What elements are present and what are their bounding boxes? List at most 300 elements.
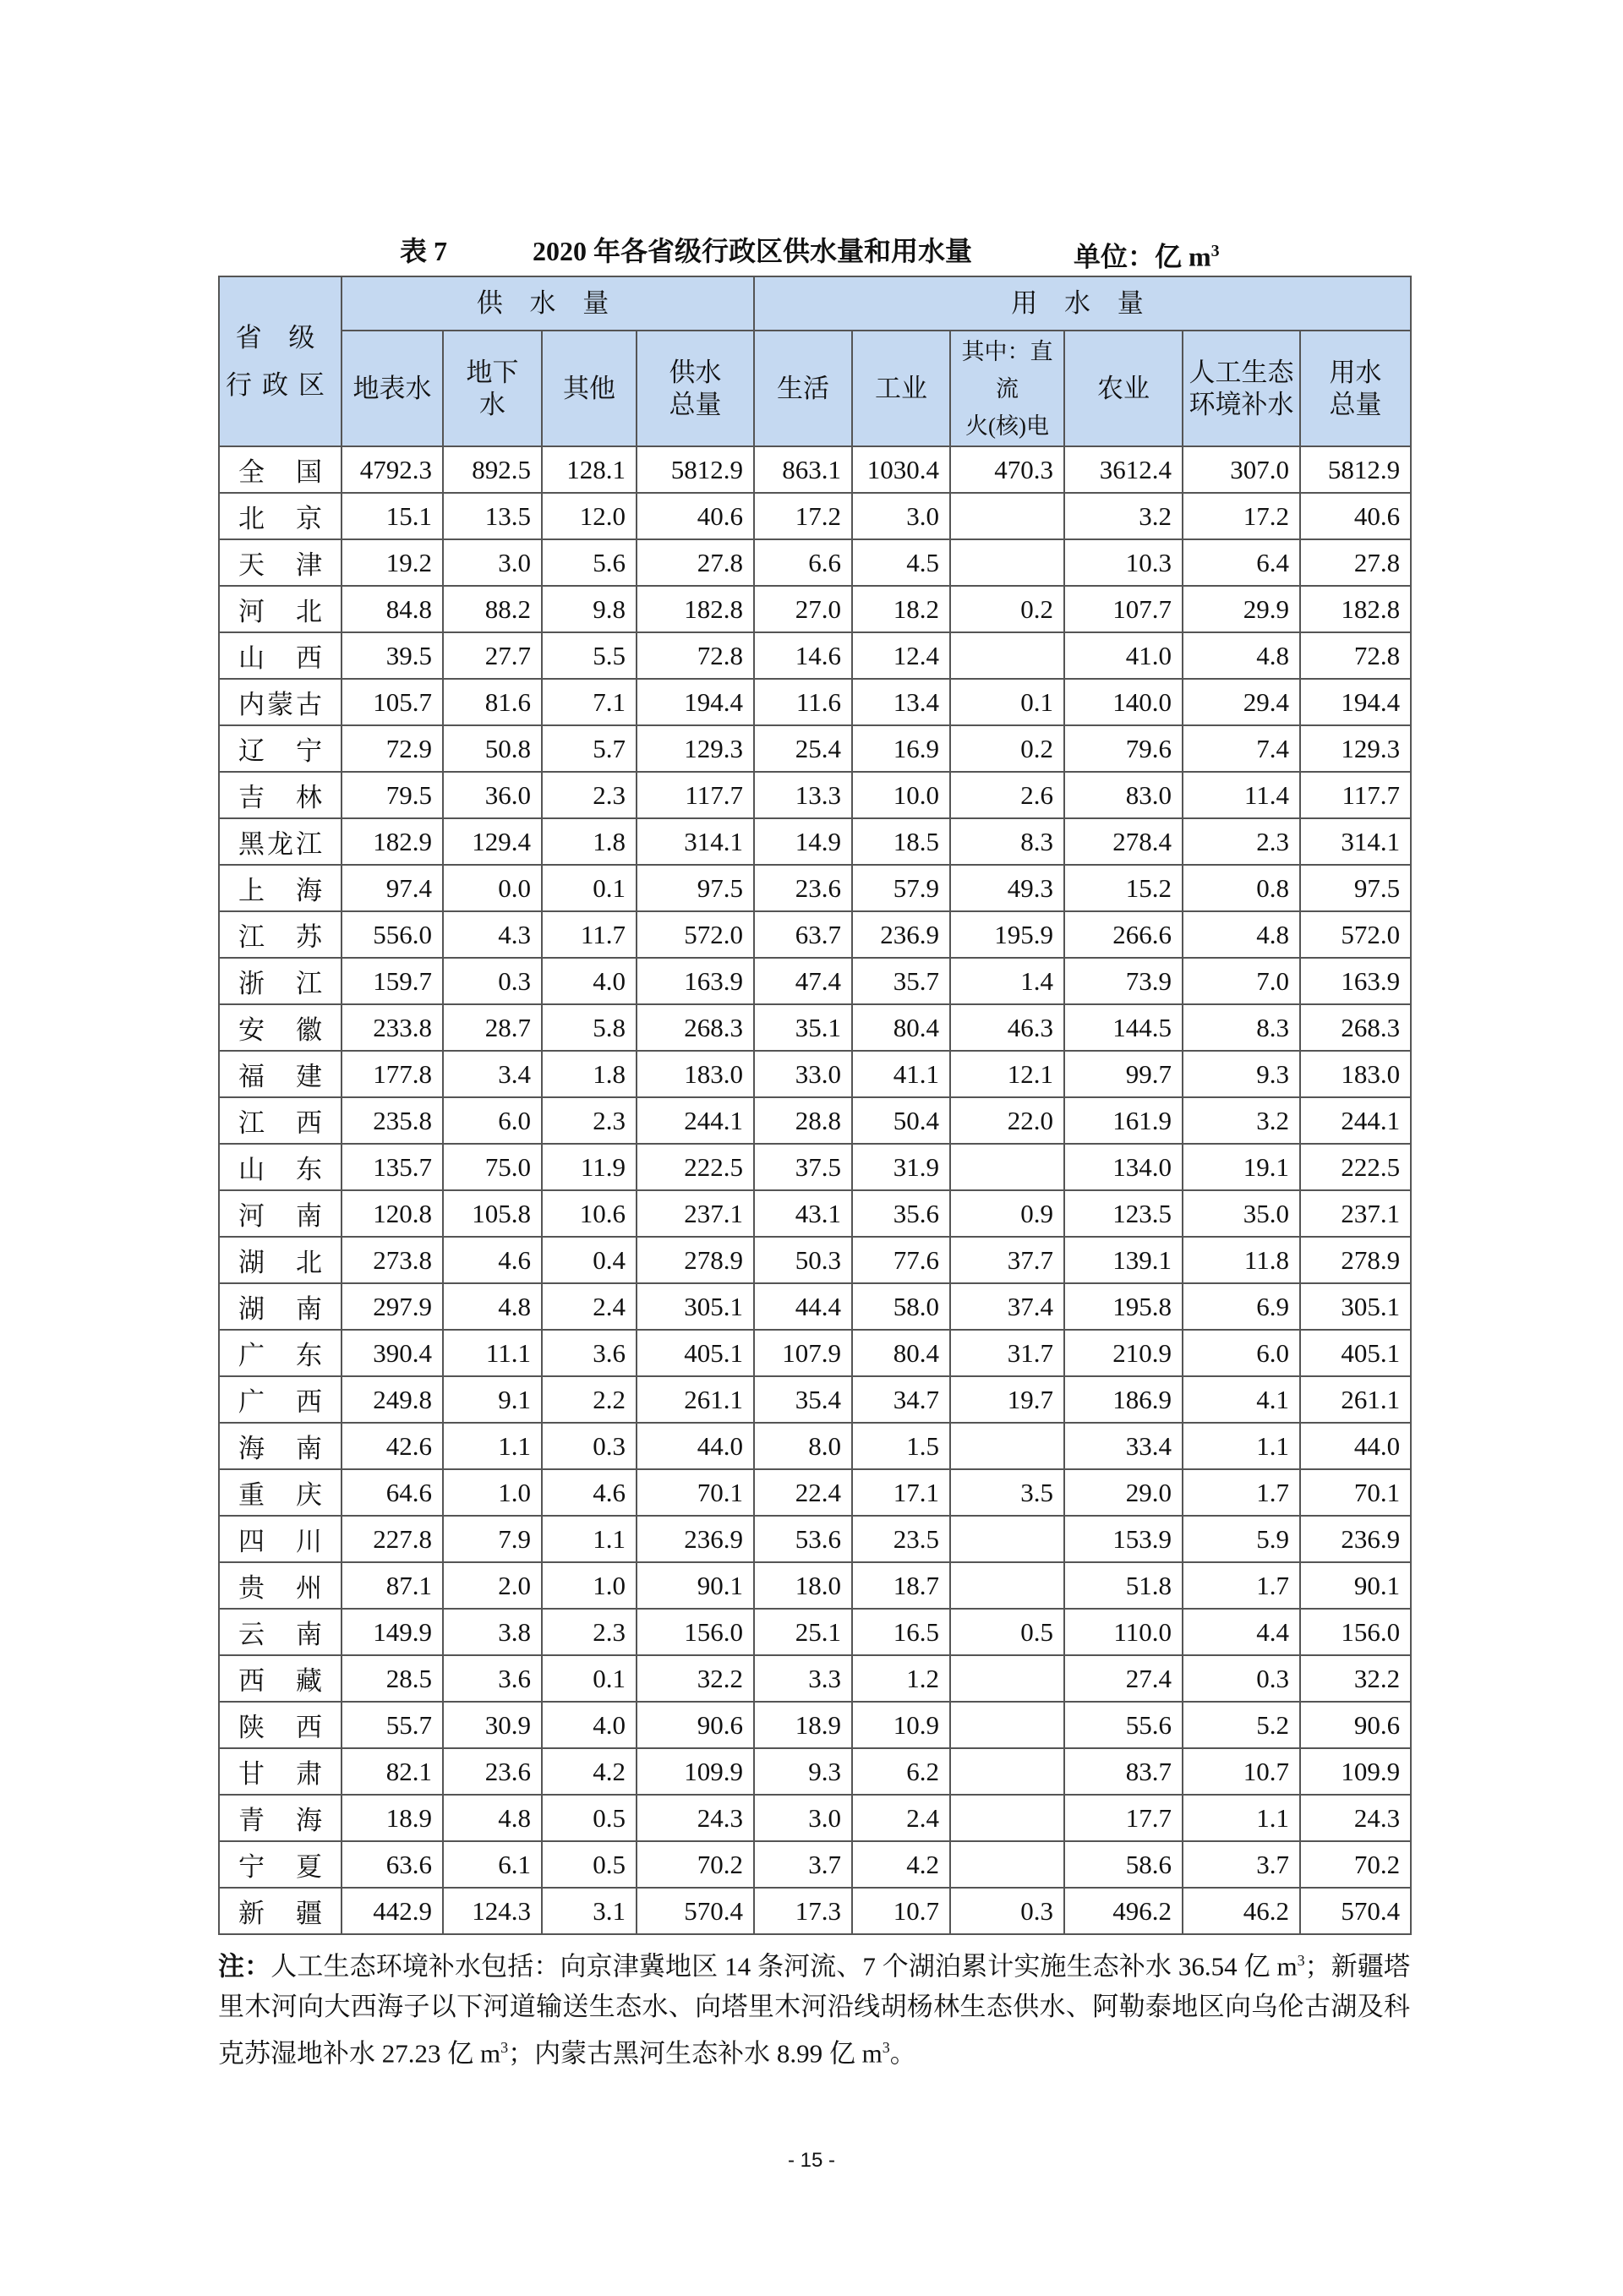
table-cell: 307.0	[1183, 446, 1300, 493]
table-cell: 24.3	[1300, 1795, 1411, 1841]
table-cell: 35.7	[852, 958, 950, 1004]
table-row	[219, 679, 1411, 725]
table-cell: 23.5	[852, 1516, 950, 1562]
table-cell: 1.5	[852, 1423, 950, 1469]
table-cell: 195.9	[950, 911, 1064, 958]
table-cell: 2.3	[1183, 818, 1300, 865]
table-cell: 139.1	[1064, 1237, 1183, 1283]
table-row	[219, 1562, 1411, 1609]
table-cell: 14.6	[754, 632, 852, 679]
table-cell: 0.4	[542, 1237, 637, 1283]
table-cell: 182.8	[1300, 586, 1411, 632]
table-cell: 28.7	[443, 1004, 542, 1051]
table-cell: 12.4	[852, 632, 950, 679]
table-cell: 49.3	[950, 865, 1064, 911]
table-cell: 19.1	[1183, 1144, 1300, 1190]
table-cell: 123.5	[1064, 1190, 1183, 1237]
table-cell: 124.3	[443, 1888, 542, 1934]
region-name: 福建	[219, 1051, 342, 1097]
table-cell: 46.2	[1183, 1888, 1300, 1934]
table-cell: 18.2	[852, 586, 950, 632]
table-cell: 50.8	[443, 725, 542, 772]
table-cell: 3.0	[852, 493, 950, 539]
table-cell: 109.9	[1300, 1748, 1411, 1795]
table-row	[219, 1655, 1411, 1702]
table-cell: 194.4	[637, 679, 754, 725]
region-name: 宁夏	[219, 1841, 342, 1888]
table-cell	[950, 1516, 1064, 1562]
table-cell: 237.1	[1300, 1190, 1411, 1237]
table-cell: 36.0	[443, 772, 542, 818]
region-name: 北京	[219, 493, 342, 539]
footnote-sup2: 3	[500, 2039, 509, 2057]
table-cell: 0.3	[542, 1423, 637, 1469]
table-cell: 27.8	[637, 539, 754, 586]
table-cell: 3.4	[443, 1051, 542, 1097]
table-cell: 10.9	[852, 1702, 950, 1748]
region-name: 全国	[219, 446, 342, 493]
table-row	[219, 1469, 1411, 1516]
table-cell: 72.8	[1300, 632, 1411, 679]
table-cell: 4792.3	[342, 446, 443, 493]
table-cell: 90.6	[637, 1702, 754, 1748]
table-cell: 237.1	[637, 1190, 754, 1237]
table-cell: 0.1	[542, 1655, 637, 1702]
table-cell: 19.2	[342, 539, 443, 586]
table-cell: 442.9	[342, 1888, 443, 1934]
footnote-sup1: 3	[1297, 1952, 1305, 1969]
table-cell: 266.6	[1064, 911, 1183, 958]
table-cell: 109.9	[637, 1748, 754, 1795]
column-header	[443, 331, 542, 446]
table-cell: 273.8	[342, 1237, 443, 1283]
column-header	[950, 331, 1064, 446]
table-cell: 15.2	[1064, 865, 1183, 911]
table-cell: 0.1	[542, 865, 637, 911]
table-cell: 4.8	[1183, 911, 1300, 958]
table-cell: 6.0	[443, 1097, 542, 1144]
footnote-part3: ；内蒙古黑河生态补水 8.99 亿 m	[508, 2038, 883, 2069]
table-cell: 16.5	[852, 1609, 950, 1655]
table-cell: 314.1	[637, 818, 754, 865]
table-cell: 1.7	[1183, 1469, 1300, 1516]
table-cell: 90.1	[1300, 1562, 1411, 1609]
footnote	[218, 1940, 1410, 2075]
region-name: 河南	[219, 1190, 342, 1237]
table-cell: 3.7	[754, 1841, 852, 1888]
table-cell: 83.0	[1064, 772, 1183, 818]
table-cell: 18.5	[852, 818, 950, 865]
table-row	[219, 1237, 1411, 1283]
table-cell: 1.0	[542, 1562, 637, 1609]
region-name: 江苏	[219, 911, 342, 958]
table-cell: 17.3	[754, 1888, 852, 1934]
table-cell: 44.0	[637, 1423, 754, 1469]
table-cell: 249.8	[342, 1376, 443, 1423]
table-cell: 305.1	[637, 1283, 754, 1330]
table-cell: 80.4	[852, 1330, 950, 1376]
table-cell: 17.2	[1183, 493, 1300, 539]
table-cell: 4.6	[542, 1469, 637, 1516]
table-cell: 27.7	[443, 632, 542, 679]
table-row	[219, 911, 1411, 958]
table-cell	[950, 1702, 1064, 1748]
table-cell: 0.2	[950, 586, 1064, 632]
table-cell: 0.5	[542, 1795, 637, 1841]
region-name: 四川	[219, 1516, 342, 1562]
table-cell: 6.2	[852, 1748, 950, 1795]
table-cell: 0.2	[950, 725, 1064, 772]
table-row	[219, 1144, 1411, 1190]
table-row	[219, 1051, 1411, 1097]
column-header-line1: 地下	[466, 357, 519, 387]
table-cell: 63.7	[754, 911, 852, 958]
table-cell: 58.0	[852, 1283, 950, 1330]
region-name: 青海	[219, 1795, 342, 1841]
table-cell: 6.9	[1183, 1283, 1300, 1330]
table-cell: 1.0	[443, 1469, 542, 1516]
table-cell: 10.6	[542, 1190, 637, 1237]
table-cell: 159.7	[342, 958, 443, 1004]
table-cell: 81.6	[443, 679, 542, 725]
table-cell: 11.1	[443, 1330, 542, 1376]
table-cell: 5812.9	[1300, 446, 1411, 493]
table-cell: 80.4	[852, 1004, 950, 1051]
table-cell: 1.4	[950, 958, 1064, 1004]
unit-text: 单位：亿 m	[1074, 241, 1211, 272]
column-header	[1300, 331, 1411, 446]
table-row	[219, 539, 1411, 586]
table-cell: 13.4	[852, 679, 950, 725]
table-cell: 27.4	[1064, 1655, 1183, 1702]
table-cell: 18.9	[754, 1702, 852, 1748]
table-cell: 75.0	[443, 1144, 542, 1190]
table-cell: 1.1	[1183, 1423, 1300, 1469]
table-cell: 1.8	[542, 818, 637, 865]
table-cell: 470.3	[950, 446, 1064, 493]
table-cell: 11.9	[542, 1144, 637, 1190]
table-cell: 30.9	[443, 1702, 542, 1748]
table-row	[219, 725, 1411, 772]
table-cell: 110.0	[1064, 1609, 1183, 1655]
table-cell: 9.1	[443, 1376, 542, 1423]
table-cell: 32.2	[1300, 1655, 1411, 1702]
table-cell: 1.1	[1183, 1795, 1300, 1841]
table-cell: 7.1	[542, 679, 637, 725]
table-cell: 236.9	[1300, 1516, 1411, 1562]
table-cell: 244.1	[1300, 1097, 1411, 1144]
water-table	[218, 276, 1412, 1935]
table-cell: 268.3	[1300, 1004, 1411, 1051]
table-cell: 35.4	[754, 1376, 852, 1423]
table-cell: 3.7	[1183, 1841, 1300, 1888]
table-cell: 23.6	[754, 865, 852, 911]
table-cell: 11.7	[542, 911, 637, 958]
table-cell: 5.9	[1183, 1516, 1300, 1562]
table-row	[219, 1748, 1411, 1795]
table-cell: 5.7	[542, 725, 637, 772]
column-header-line1: 其他	[563, 373, 615, 403]
table-cell: 41.1	[852, 1051, 950, 1097]
table-cell: 4.2	[542, 1748, 637, 1795]
table-cell: 33.4	[1064, 1423, 1183, 1469]
table-cell: 4.6	[443, 1237, 542, 1283]
table-cell: 0.5	[542, 1841, 637, 1888]
table-cell: 9.8	[542, 586, 637, 632]
table-cell: 156.0	[1300, 1609, 1411, 1655]
table-cell: 4.8	[443, 1795, 542, 1841]
table-cell: 12.1	[950, 1051, 1064, 1097]
table-cell	[950, 632, 1064, 679]
table-title-text: 2020 年各省级行政区供水量和用水量	[533, 236, 973, 266]
table-cell: 25.1	[754, 1609, 852, 1655]
table-cell: 17.1	[852, 1469, 950, 1516]
column-header-line1: 供水	[669, 357, 722, 387]
table-cell: 3.8	[443, 1609, 542, 1655]
table-cell: 0.0	[443, 865, 542, 911]
table-cell: 278.9	[1300, 1237, 1411, 1283]
table-cell: 0.3	[950, 1888, 1064, 1934]
region-name: 云南	[219, 1609, 342, 1655]
table-cell: 186.9	[1064, 1376, 1183, 1423]
region-name: 广东	[219, 1330, 342, 1376]
table-cell: 10.7	[852, 1888, 950, 1934]
column-header	[1183, 331, 1300, 446]
table-row	[219, 1004, 1411, 1051]
column-header-line2: 总量	[1329, 389, 1382, 419]
table-cell: 28.5	[342, 1655, 443, 1702]
table-cell: 556.0	[342, 911, 443, 958]
table-cell: 10.0	[852, 772, 950, 818]
table-row	[219, 772, 1411, 818]
table-cell: 12.0	[542, 493, 637, 539]
table-cell: 50.3	[754, 1237, 852, 1283]
region-name: 上海	[219, 865, 342, 911]
table-cell: 8.3	[1183, 1004, 1300, 1051]
table-cell: 84.8	[342, 586, 443, 632]
column-header-line1: 其中：直流	[961, 338, 1053, 402]
region-name: 安徽	[219, 1004, 342, 1051]
table-cell: 47.4	[754, 958, 852, 1004]
region-name: 重庆	[219, 1469, 342, 1516]
table-cell: 28.8	[754, 1097, 852, 1144]
table-cell: 261.1	[637, 1376, 754, 1423]
table-row	[219, 1516, 1411, 1562]
page-number: - 15 -	[787, 2149, 835, 2172]
subheader-row	[219, 331, 1411, 446]
table-cell: 405.1	[637, 1330, 754, 1376]
table-cell: 135.7	[342, 1144, 443, 1190]
table-cell: 305.1	[1300, 1283, 1411, 1330]
table-cell: 46.3	[950, 1004, 1064, 1051]
table-cell: 3.5	[950, 1469, 1064, 1516]
table-cell: 9.3	[1183, 1051, 1300, 1097]
table-cell: 8.0	[754, 1423, 852, 1469]
table-cell: 261.1	[1300, 1376, 1411, 1423]
table-cell: 163.9	[1300, 958, 1411, 1004]
table-cell	[950, 1655, 1064, 1702]
table-cell: 129.3	[1300, 725, 1411, 772]
table-cell: 3.0	[754, 1795, 852, 1841]
table-cell: 72.9	[342, 725, 443, 772]
table-cell: 25.4	[754, 725, 852, 772]
table-cell: 51.8	[1064, 1562, 1183, 1609]
table-cell: 4.0	[542, 958, 637, 1004]
table-cell: 892.5	[443, 446, 542, 493]
table-title	[218, 227, 1410, 276]
header-region	[219, 276, 342, 446]
table-cell: 70.2	[637, 1841, 754, 1888]
table-row	[219, 1283, 1411, 1330]
header-region-line2: 行政区	[226, 369, 335, 400]
table-cell: 163.9	[637, 958, 754, 1004]
table-cell: 22.0	[950, 1097, 1064, 1144]
table-cell: 83.7	[1064, 1748, 1183, 1795]
footnote-label: 注：	[218, 1951, 271, 1982]
table-cell: 33.0	[754, 1051, 852, 1097]
table-cell: 8.3	[950, 818, 1064, 865]
table-cell: 35.1	[754, 1004, 852, 1051]
table-cell: 278.4	[1064, 818, 1183, 865]
column-header-line2: 火(核)电	[965, 413, 1049, 439]
table-cell: 11.4	[1183, 772, 1300, 818]
table-cell: 117.7	[1300, 772, 1411, 818]
table-cell: 236.9	[852, 911, 950, 958]
region-name: 吉林	[219, 772, 342, 818]
table-cell: 97.5	[1300, 865, 1411, 911]
table-cell: 32.2	[637, 1655, 754, 1702]
table-cell	[950, 1144, 1064, 1190]
table-cell: 22.4	[754, 1469, 852, 1516]
table-cell: 227.8	[342, 1516, 443, 1562]
table-cell: 107.9	[754, 1330, 852, 1376]
table-cell: 5.8	[542, 1004, 637, 1051]
column-header-line1: 用水	[1329, 357, 1382, 387]
table-cell: 570.4	[637, 1888, 754, 1934]
table-cell: 17.7	[1064, 1795, 1183, 1841]
table-cell: 314.1	[1300, 818, 1411, 865]
table-cell: 390.4	[342, 1330, 443, 1376]
table-cell: 6.0	[1183, 1330, 1300, 1376]
table-cell: 120.8	[342, 1190, 443, 1237]
table-cell: 11.6	[754, 679, 852, 725]
table-cell: 43.1	[754, 1190, 852, 1237]
table-cell: 42.6	[342, 1423, 443, 1469]
unit-sup: 3	[1210, 242, 1220, 260]
table-cell: 1.2	[852, 1655, 950, 1702]
table-cell: 183.0	[1300, 1051, 1411, 1097]
table-cell: 35.6	[852, 1190, 950, 1237]
table-cell: 0.1	[950, 679, 1064, 725]
table-cell: 3.6	[542, 1330, 637, 1376]
table-cell: 405.1	[1300, 1330, 1411, 1376]
table-cell: 161.9	[1064, 1097, 1183, 1144]
table-cell: 222.5	[637, 1144, 754, 1190]
region-name: 天津	[219, 539, 342, 586]
table-cell: 18.0	[754, 1562, 852, 1609]
table-cell: 182.8	[637, 586, 754, 632]
region-name: 广西	[219, 1376, 342, 1423]
table-cell: 63.6	[342, 1841, 443, 1888]
table-cell: 2.3	[542, 1097, 637, 1144]
region-name: 西藏	[219, 1655, 342, 1702]
region-name: 新疆	[219, 1888, 342, 1934]
footnote-part2: ；新疆塔里木河向大西海子以下河道输送生态水、向塔里木河沿线胡杨林生态供水、阿勒泰地区向乌伦古湖及科克苏湿地补水 27.23 亿 m	[218, 1951, 1411, 2069]
table-row	[219, 1190, 1411, 1237]
column-header-line1: 生活	[777, 373, 829, 403]
table-cell: 153.9	[1064, 1516, 1183, 1562]
page-content	[218, 227, 1410, 2075]
column-header-line2: 总量	[669, 389, 722, 419]
table-cell: 0.3	[443, 958, 542, 1004]
table-cell: 149.9	[342, 1609, 443, 1655]
table-row	[219, 1888, 1411, 1934]
table-cell: 107.7	[1064, 586, 1183, 632]
region-name: 湖南	[219, 1283, 342, 1330]
table-cell: 77.6	[852, 1237, 950, 1283]
table-cell: 55.7	[342, 1702, 443, 1748]
region-name: 山西	[219, 632, 342, 679]
table-cell: 29.4	[1183, 679, 1300, 725]
table-cell: 3.3	[754, 1655, 852, 1702]
table-cell: 863.1	[754, 446, 852, 493]
table-row	[219, 1795, 1411, 1841]
table-cell: 79.6	[1064, 725, 1183, 772]
table-cell: 117.7	[637, 772, 754, 818]
table-cell: 10.3	[1064, 539, 1183, 586]
region-name: 贵州	[219, 1562, 342, 1609]
table-cell	[950, 1562, 1064, 1609]
table-cell: 4.5	[852, 539, 950, 586]
table-cell: 44.0	[1300, 1423, 1411, 1469]
table-cell: 17.2	[754, 493, 852, 539]
table-cell: 129.3	[637, 725, 754, 772]
column-header-line1: 人工生态	[1189, 357, 1294, 387]
table-cell: 210.9	[1064, 1330, 1183, 1376]
table-cell: 97.5	[637, 865, 754, 911]
footnote-part1: 人工生态环境补水包括：向京津冀地区 14 条河流、7 个湖泊累计实施生态补水 36.54 亿 m	[270, 1951, 1298, 1982]
table-cell: 15.1	[342, 493, 443, 539]
table-cell: 35.0	[1183, 1190, 1300, 1237]
table-cell: 6.4	[1183, 539, 1300, 586]
table-cell: 31.7	[950, 1330, 1064, 1376]
table-cell: 70.1	[637, 1469, 754, 1516]
table-cell: 183.0	[637, 1051, 754, 1097]
table-cell: 5.5	[542, 632, 637, 679]
table-cell: 195.8	[1064, 1283, 1183, 1330]
table-cell: 29.0	[1064, 1469, 1183, 1516]
table-row	[219, 818, 1411, 865]
table-cell: 7.0	[1183, 958, 1300, 1004]
region-name: 浙江	[219, 958, 342, 1004]
table-cell: 3612.4	[1064, 446, 1183, 493]
column-header	[754, 331, 852, 446]
table-cell: 27.0	[754, 586, 852, 632]
table-cell: 39.5	[342, 632, 443, 679]
table-cell: 177.8	[342, 1051, 443, 1097]
region-name: 陕西	[219, 1702, 342, 1748]
table-row	[219, 446, 1411, 493]
table-cell: 0.9	[950, 1190, 1064, 1237]
table-cell: 2.3	[542, 772, 637, 818]
table-cell: 24.3	[637, 1795, 754, 1841]
table-cell: 0.3	[1183, 1655, 1300, 1702]
table-cell: 194.4	[1300, 679, 1411, 725]
table-cell: 236.9	[637, 1516, 754, 1562]
table-cell: 3.0	[443, 539, 542, 586]
table-cell	[950, 1795, 1064, 1841]
table-cell: 18.7	[852, 1562, 950, 1609]
